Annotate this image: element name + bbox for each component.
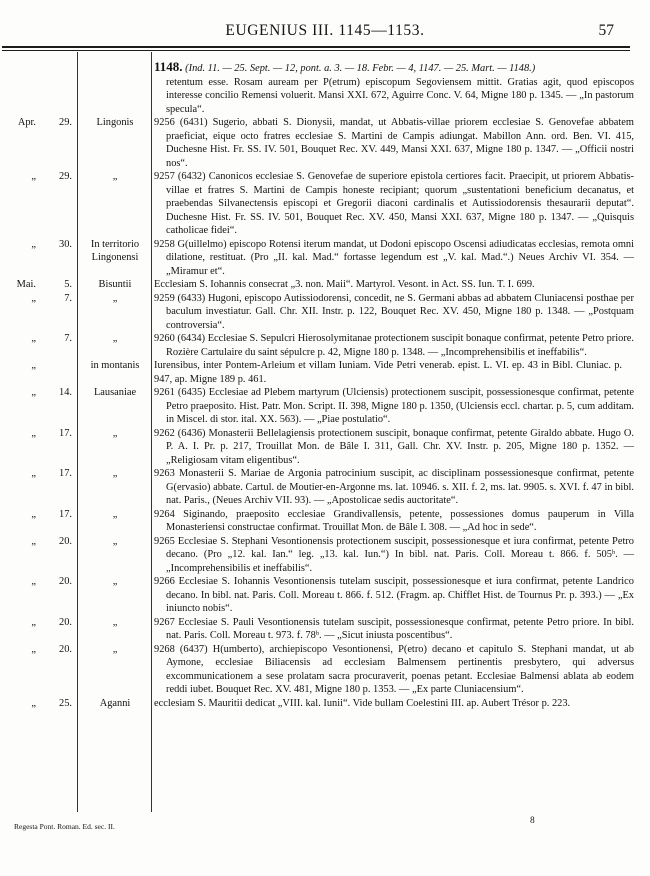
page-header bbox=[0, 22, 650, 40]
entry-row bbox=[0, 116, 650, 170]
entry-place: „ bbox=[112, 171, 118, 182]
entry-day: 20. bbox=[59, 616, 72, 628]
entry-place: in montanis bbox=[90, 360, 140, 371]
entry-text bbox=[154, 575, 634, 616]
entry-body: 9261 (6435) Ecclesiae ad Plebem martyrum (Ulciensis) protectionem suscipit, possessionesque confirmat, petente Petro praeposito. Hist. Patr. Mon. Script. II. 398, Migne 180 p. 1350, (Ulciensis eccl. chartar. p. 5, cum additam. in Miscel. di stor. ital. XX. 563). — „Piae postulatio“. bbox=[154, 387, 634, 425]
running-title: EUGENIUS III. 1145—1153. bbox=[225, 22, 425, 39]
header-rule-thick bbox=[2, 46, 630, 48]
entry-body: 9259 (6433) Hugoni, episcopo Autissiodorensi, concedit, ne S. Germani abbas ad abbatem Cluniacensi posthae per baculum investiatur. Gall. Chr. XII. Instr. p. 122, Bouquet Rec. XV. 450, Migne 180 p. 1348. — „Postquam controversia“. bbox=[154, 292, 634, 331]
entry-month: „ bbox=[31, 238, 36, 250]
entry-body: 9256 (6431) Sugerio, abbati S. Dionysii, mandat, ut Abbatis-villae priorem ecclesiae S. Genovefae abbatem praeficiat, eique octo fratres ecclesiae S. Martini de Campis adiungat. Mabillon Ann. ord. Ben. VI. 415, Duchesne Hist. Fr. SS. IV. 501, Bouquet Rec. XV. 449, Mansi XXI. 637, Migne 180 p. 1347. — „Officii nostri nos“. bbox=[154, 117, 634, 169]
entry-body: ecclesiam S. Mauritii dedicat „VIII. kal. Iunii“. Vide bullam Coelestini III. ap. Aubert Trésor p. 223. bbox=[154, 697, 571, 709]
entry-body: Ecclesiam S. Iohannis consecrat „3. non. Maii“. Martyrol. Vesont. in Act. SS. Iun. T. I. 699. bbox=[154, 279, 535, 290]
entry-day: 17. bbox=[59, 508, 72, 520]
entry-row bbox=[0, 616, 650, 643]
entry-row bbox=[0, 60, 650, 116]
entry-month: „ bbox=[31, 697, 36, 709]
entry-row bbox=[0, 467, 650, 508]
entry-day: 14. bbox=[59, 387, 72, 398]
entry-place: Bisuntii bbox=[98, 279, 132, 290]
entry-body: 9268 (6437) H(umberto), archiepiscopo Vesontionensi, P(etro) decano et capitulo S. Stephani mandat, ut ab Aymone, ecclesiae Biliacensis ad ecclesiam Balmensem pertinentis presbytero, qui adversus excommunicationem a sese prolatam sacra procuraverit, poenas petant. Ecclesiae Balmensi ablata ab eodem reddi iubet. Bouquet Rec. XV. 481, Migne 180 p. 1353. — „Ex parte Cluniacensium“. bbox=[154, 643, 634, 695]
entry-text bbox=[154, 535, 634, 576]
regesta-table bbox=[0, 60, 650, 710]
entry-month: „ bbox=[31, 643, 36, 655]
entry-place: In territorio Lingonensi bbox=[90, 238, 140, 263]
entry-month: „ bbox=[31, 427, 36, 439]
entry-place: „ bbox=[112, 508, 118, 520]
entry-body: Iurensibus, inter Pontem-Arleium et villam Iuniam. Vide Petri venerab. epist. L. VI. ep. 43 in Bibl. Cluniac. p. 947, ap. Migne 189 p. 461. bbox=[154, 360, 622, 385]
entry-month: „ bbox=[31, 292, 36, 304]
entry-month: „ bbox=[31, 508, 36, 520]
entry-place: „ bbox=[112, 643, 118, 655]
entry-day: 20. bbox=[59, 535, 72, 547]
entry-text bbox=[154, 332, 634, 359]
entry-body: 9258 G(uillelmo) episcopo Rotensi iterum mandat, ut Dodoni episcopo Oscensi adiudicatas ecclesias, remota omni dilatione, restituat. (Pro „II. kal. Mad.“ fortasse legendum est „V. kal. Mad.“.) Neues Archiv VI. 354. — „Miramur et“. bbox=[154, 238, 634, 277]
entry-month: „ bbox=[31, 535, 36, 547]
entry-place: Aganni bbox=[99, 697, 131, 709]
footer-imprint: Regesta Pont. Roman. Ed. sec. II. bbox=[14, 822, 115, 831]
entry-day: 30. bbox=[59, 238, 72, 250]
entry-text bbox=[154, 616, 634, 643]
entry-day: 25. bbox=[59, 697, 72, 709]
entry-day: 5. bbox=[64, 279, 72, 290]
entry-month: Apr. bbox=[17, 117, 36, 128]
entry-text bbox=[154, 170, 634, 238]
entry-place: „ bbox=[112, 333, 118, 344]
page-number: 57 bbox=[598, 22, 614, 39]
entry-place: „ bbox=[112, 616, 118, 628]
entry-day: 7. bbox=[64, 333, 72, 344]
entry-month: „ bbox=[31, 333, 36, 344]
entry-row bbox=[0, 535, 650, 576]
entry-text bbox=[154, 508, 634, 535]
entry-text bbox=[154, 60, 634, 116]
entry-day: 29. bbox=[59, 171, 72, 182]
header-rule-thin bbox=[2, 50, 630, 51]
entry-text bbox=[154, 359, 622, 386]
entry-place: „ bbox=[112, 576, 118, 587]
entry-dateline: (Ind. 11. — 25. Sept. — 12, pont. a. 3. — 18. Febr. — 4, 1147. — 25. Mart. — 1148.) bbox=[182, 63, 536, 74]
entry-month: „ bbox=[31, 468, 36, 479]
entry-month: „ bbox=[31, 171, 36, 182]
entry-row bbox=[0, 332, 650, 359]
entry-text bbox=[154, 292, 634, 333]
entry-row bbox=[0, 238, 650, 279]
entry-place: Lingonis bbox=[96, 117, 134, 128]
entry-month: „ bbox=[31, 387, 36, 398]
entry-month: „ bbox=[31, 576, 36, 587]
entry-row bbox=[0, 359, 650, 386]
entry-month: „ bbox=[31, 360, 36, 371]
entry-place: „ bbox=[112, 292, 118, 304]
entry-text bbox=[154, 386, 634, 427]
entry-day: 17. bbox=[59, 427, 72, 439]
entry-body: 9264 Siginando, praeposito ecclesiae Grandivallensis, petente, possessiones domus pauperum in Villa Monasteriensi constructae confirmat. Trouillat Mon. de Bâle I. 308. — „Ad hoc in sede“. bbox=[154, 508, 634, 533]
entry-row bbox=[0, 278, 650, 292]
entry-body: retentum esse. Rosam auream per P(etrum) episcopum Segoviensem mittit. Gratias agit, quod episcopos interesse concilio Remensi voluerit. Mansi XXI. 672, Aguirre Conc. V. 64, Migne 180 p. 1345. — „In pastorum specula“. bbox=[166, 76, 634, 115]
entry-month: Mai. bbox=[16, 279, 36, 290]
entry-month: „ bbox=[31, 616, 36, 628]
entry-day: 20. bbox=[59, 576, 72, 587]
entry-place: „ bbox=[112, 468, 118, 479]
entry-day: 20. bbox=[59, 643, 72, 655]
entry-text bbox=[154, 467, 634, 508]
entry-row bbox=[0, 386, 650, 427]
entry-row bbox=[0, 292, 650, 333]
entry-row bbox=[0, 643, 650, 697]
entry-text bbox=[154, 427, 634, 468]
entry-row bbox=[0, 697, 650, 711]
entry-place: Lausaniae bbox=[93, 387, 137, 398]
entry-text bbox=[154, 643, 634, 697]
entry-text bbox=[154, 116, 634, 170]
entry-body: 9262 (6436) Monasterii Bellelagiensis protectionem suscipit, bonaque confirmat, petente Giraldo abbate. Hugo O. P. A. I. Pr. p. 217, Trouillat Mon. de Bâle I. 311, Gall. Chr. XV. Instr. p. 205, Migne 180 p. 1352. — „Religiosam vitam eligentibus“. bbox=[154, 427, 634, 466]
entry-text bbox=[154, 278, 634, 292]
entry-row bbox=[0, 427, 650, 468]
entry-place: „ bbox=[112, 535, 118, 547]
entry-row bbox=[0, 508, 650, 535]
entry-place: „ bbox=[112, 427, 118, 439]
entry-text bbox=[154, 238, 634, 279]
entry-row bbox=[0, 575, 650, 616]
entry-row bbox=[0, 170, 650, 238]
entry-day: 29. bbox=[59, 117, 72, 128]
entry-day: 7. bbox=[64, 292, 72, 304]
entry-number: 1148. bbox=[154, 59, 183, 74]
entry-day: 17. bbox=[59, 468, 72, 479]
footer-signature: 8 bbox=[530, 816, 535, 826]
entry-body: 9266 Ecclesiae S. Iohannis Vesontionensis tutelam suscipit, possessionesque et iura confirmat, petente Landrico decano. In bibl. nat. Paris. Coll. Moreau t. 866. f. 512. (Fragm. ap. Chifflet Hist. de Tournus Pr. p. 393.) — „Ex iniuncto nobis“. bbox=[154, 576, 634, 614]
entry-body: 9267 Ecclesiae S. Pauli Vesontionensis tutelam suscipit, possessionesque confirmat, petente Petro priore. In bibl. nat. Paris. Coll. Moreau t. 973. f. 78ᵇ. — „Sicut iniusta poscentibus“. bbox=[154, 616, 634, 641]
entry-body: 9257 (6432) Canonicos ecclesiae S. Genovefae de superiore epistola certiores facit. Praecipit, ut priorem Abbatis-villae et fratres S. Martini de Campis honeste recipiant; quorum „sustentationi beneficium decanatus, et praebendas Silvanectensis episcopi et Gregorii diaconi cardinalis et Autissiodorensis thesaurarii deputat“. Duchesne Hist. Fr. SS. IV. 501, Bouquet Rec. XV. 450, Mansi XXI. 637, Migne 180 p. 1347. — „Quisquis catholicae fidei“. bbox=[154, 171, 634, 236]
entry-body: 9263 Monasterii S. Mariae de Argonia patrocinium suscipit, ac disciplinam possessionesque confirmat, petente G(ervasio) abbate. Cartul. de Moutier-en-Argonne ms. lat. 10946. s. XII. f. 2, ms. lat. 9905. s. XVI. f. 47 in bibl. nat. Paris., (Neues Archiv VII. 93). — „Apostolicae sedis auctoritate“. bbox=[154, 468, 634, 506]
entry-text bbox=[154, 697, 622, 711]
entry-body: 9260 (6434) Ecclesiae S. Sepulcri Hierosolymitanae protectionem suscipit bonaque confirmat, petente Petro priore. Rozière Cartulaire du saint sépulcre p. 42, Migne 180 p. 1348. — „Incomprehensibilis et ineffabilis“. bbox=[154, 333, 634, 358]
entry-body: 9265 Ecclesiae S. Stephani Vesontionensis protectionem suscipit, possessionesque et iura confirmat, petente Petro decano. (Pro „12. kal. Ian.“ leg. „13. kal. Iun.“) In bibl. nat. Paris. Coll. Moreau t. 866. f. 505ᵇ. — „Incomprehensibilis et ineffabilis“. bbox=[154, 535, 634, 574]
